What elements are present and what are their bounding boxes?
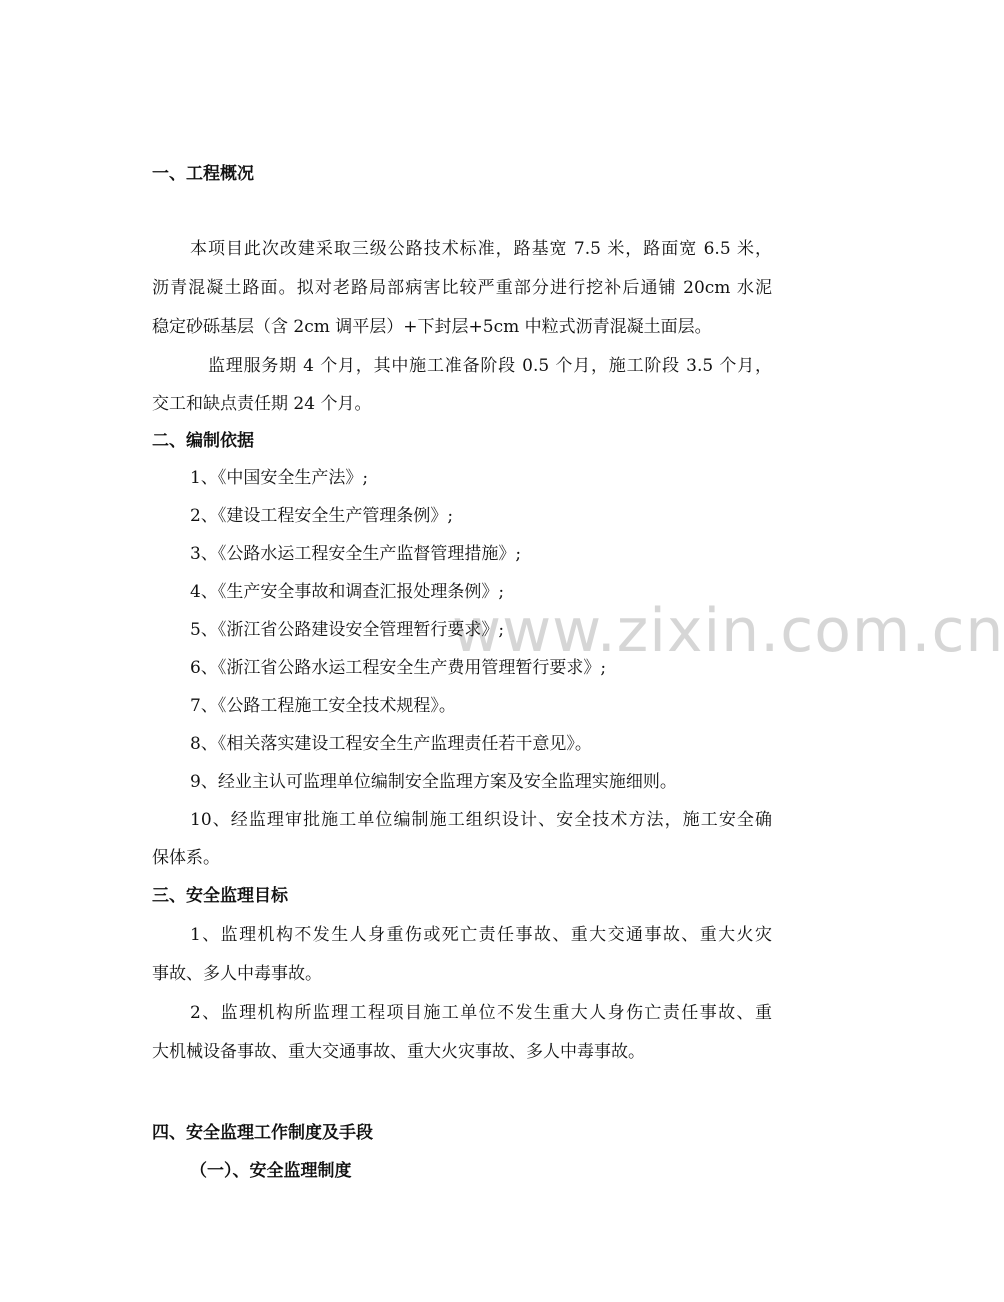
section-1-title: 一、工程概况 — [152, 164, 254, 184]
s1-paragraph-2-line-1: 监理服务期 4 个月，其中施工准备阶段 0.5 个月，施工阶段 3.5 个月， — [208, 356, 772, 376]
s1-paragraph-1-line-3: 稳定砂砾基层（含 2cm 调平层）+下封层+5cm 中粒式沥青混凝土面层。 — [152, 317, 712, 337]
list-item: 9、经业主认可监理单位编制安全监理方案及安全监理实施细则。 — [190, 772, 677, 792]
section-4-subtitle-1: （一）、安全监理制度 — [190, 1161, 352, 1181]
list-item: 2、《建设工程安全生产管理条例》; — [190, 506, 454, 526]
s1-paragraph-1-line-1: 本项目此次改建采取三级公路技术标准，路基宽 7.5 米，路面宽 6.5 米， — [190, 239, 772, 259]
s3-item-1-line-2: 事故、多人中毒事故。 — [152, 964, 322, 984]
watermark: www.zixin.com.cn — [452, 596, 1004, 666]
list-item-10-line-2: 保体系。 — [152, 848, 220, 868]
s1-paragraph-2-line-2: 交工和缺点责任期 24 个月。 — [152, 394, 372, 414]
list-item: 3、《公路水运工程安全生产监督管理措施》; — [190, 544, 522, 564]
s3-item-2-line-2: 大机械设备事故、重大交通事故、重大火灾事故、多人中毒事故。 — [152, 1042, 645, 1062]
section-2-title: 二、编制依据 — [152, 431, 254, 451]
list-item: 1、《中国安全生产法》; — [190, 468, 369, 488]
list-item: 7、《公路工程施工安全技术规程》。 — [190, 696, 456, 716]
list-item: 8、《相关落实建设工程安全生产监理责任若干意见》。 — [190, 734, 592, 754]
s1-paragraph-1-line-2: 沥青混凝土路面。拟对老路局部病害比较严重部分进行挖补后通铺 20cm 水泥 — [152, 278, 772, 298]
s3-item-2-line-1: 2、监理机构所监理工程项目施工单位不发生重大人身伤亡责任事故、重 — [190, 1003, 772, 1023]
list-item-10-line-1: 10、经监理审批施工单位编制施工组织设计、安全技术方法，施工安全确 — [190, 810, 772, 830]
list-item: 4、《生产安全事故和调查汇报处理条例》; — [190, 582, 505, 602]
section-4-title: 四、安全监理工作制度及手段 — [152, 1123, 373, 1143]
list-item: 6、《浙江省公路水运工程安全生产费用管理暂行要求》; — [190, 658, 607, 678]
s3-item-1-line-1: 1、监理机构不发生人身重伤或死亡责任事故、重大交通事故、重大火灾 — [190, 925, 772, 945]
list-item: 5、《浙江省公路建设安全管理暂行要求》; — [190, 620, 505, 640]
section-3-title: 三、安全监理目标 — [152, 886, 288, 906]
